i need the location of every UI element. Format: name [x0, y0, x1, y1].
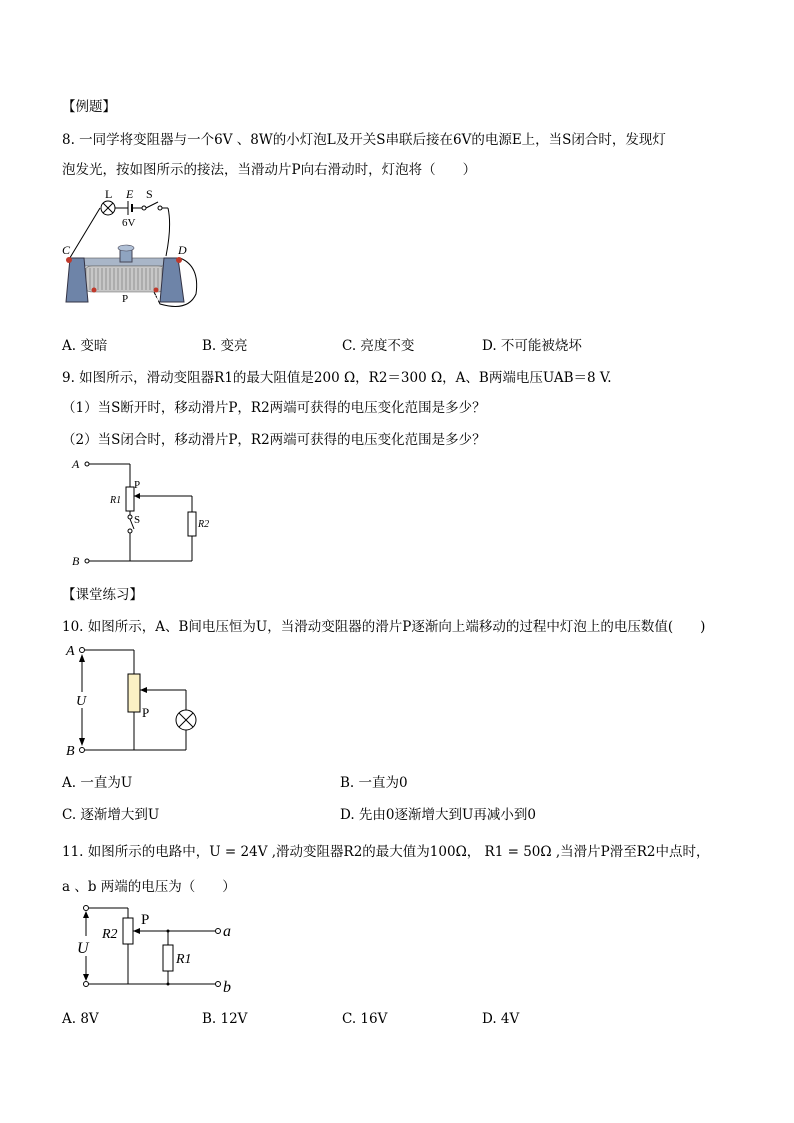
q9-sub2: （2）当S闭合时，移动滑片P，R2两端可获得的电压变化范围是多少？: [62, 432, 486, 448]
q10-option-c: C. 逐渐增大到U: [62, 807, 160, 823]
q9-stem: 9. 如图所示，滑动变阻器R1的最大阻值是200 Ω，R2＝300 Ω，A、B两端电压UAB＝8 V.: [62, 370, 612, 386]
q9-label-P: P: [134, 479, 141, 491]
section-practice: 【课堂练习】: [62, 587, 143, 603]
q8-option-c: C. 亮度不变: [342, 338, 415, 354]
q11-label-R1: R1: [176, 952, 192, 967]
q8-option-a: A. 变暗: [62, 338, 108, 354]
q11-label-P: P: [141, 912, 150, 928]
q8-label-S: S: [146, 187, 153, 201]
q11-label-R2: R2: [102, 927, 118, 942]
q8-label-B: B: [152, 293, 159, 305]
q9-label-S: S: [134, 514, 141, 526]
q8-label-P: P: [122, 293, 129, 305]
q11-stem-line1: 11. 如图所示的电路中，U = 24V ,滑动变阻器R2的最大值为100Ω， R1 = 50Ω ,当滑片P滑至R2中点时，: [62, 844, 710, 860]
q10-label-A: A: [66, 644, 75, 659]
q11-stem-line2: a 、b 两端的电压为（ ）: [62, 879, 236, 895]
q10-option-b: B. 一直为0: [340, 775, 408, 791]
q8-label-D: D: [178, 243, 187, 257]
q8-label-L: L: [105, 187, 113, 201]
q8-label-emf: 6V: [122, 217, 136, 229]
q8-label-C: C: [62, 243, 71, 257]
q10-label-B: B: [66, 744, 75, 759]
q11-label-a: a: [223, 923, 231, 940]
q11-option-d: D. 4V: [482, 1011, 520, 1027]
q9-label-R1: R1: [110, 495, 122, 506]
q9-label-R2: R2: [198, 519, 210, 530]
q11-label-b: b: [223, 979, 231, 996]
q8-option-b: B. 变亮: [202, 338, 248, 354]
q11-label-U: U: [77, 940, 89, 957]
q8-rheostat-figure: [60, 186, 210, 311]
q8-label-E: E: [126, 187, 134, 201]
q9-label-A: A: [72, 457, 80, 471]
q10-option-a: A. 一直为U: [62, 775, 133, 791]
q9-circuit-figure: [70, 455, 220, 570]
q10-option-d: D. 先由0逐渐增大到U再减小到0: [340, 807, 536, 823]
q8-label-A: A: [90, 293, 97, 305]
q9-label-B: B: [72, 554, 80, 568]
q10-label-U: U: [76, 694, 87, 709]
section-example: 【例题】: [62, 99, 116, 115]
q11-circuit-figure: [70, 900, 240, 1000]
q10-circuit-figure: [64, 642, 224, 757]
q9-sub1: （1）当S断开时，移动滑片P，R2两端可获得的电压变化范围是多少？: [62, 400, 486, 416]
q11-option-c: C. 16V: [342, 1011, 388, 1027]
q8-stem-line1: 8. 一同学将变阻器与一个6V 、8W的小灯泡L及开关S串联后接在6V的电源E上，当S闭合时，发现灯: [62, 132, 666, 148]
q8-stem-line2: 泡发光，按如图所示的接法，当滑动片P向右滑动时，灯泡将（ ）: [62, 162, 477, 178]
q10-stem: 10. 如图所示，A、B间电压恒为U，当滑动变阻器的滑片P逐渐向上端移动的过程中灯泡上的电压数值( ): [62, 619, 706, 635]
q11-option-a: A. 8V: [62, 1011, 99, 1027]
q11-option-b: B. 12V: [202, 1011, 248, 1027]
q10-label-P: P: [142, 705, 150, 720]
q8-option-d: D. 不可能被烧坏: [482, 338, 582, 354]
